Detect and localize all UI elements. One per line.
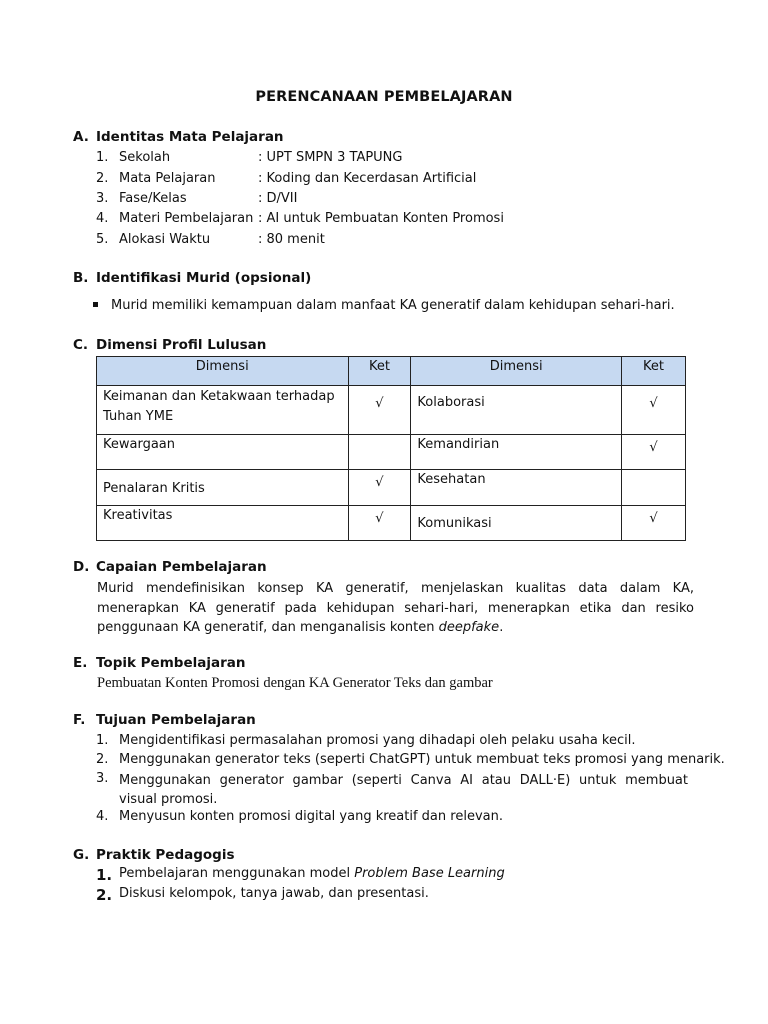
table-cell: Kolaborasi xyxy=(411,386,622,435)
check-mark: √ xyxy=(348,506,411,541)
section-d-letter: D. xyxy=(73,559,90,575)
murid-bullet-text: Murid memiliki kemampuan dalam manfaat KA generatif dalam kehidupan sehari-hari. xyxy=(111,298,675,313)
item-text-plain: Pembelajaran menggunakan model xyxy=(119,866,355,881)
item-value: : UPT SMPN 3 TAPUNG xyxy=(258,150,403,165)
check-mark xyxy=(622,470,686,506)
item-text: Menyusun konten promosi digital yang kreatif dan relevan. xyxy=(119,809,503,824)
capaian-text-end: . xyxy=(499,620,504,635)
item-text: Mengidentifikasi permasalahan promosi yang dihadapi oleh pelaku usaha kecil. xyxy=(119,733,636,748)
check-mark xyxy=(348,435,411,470)
table-header-cell: Dimensi xyxy=(411,357,622,386)
section-a-letter: A. xyxy=(73,129,89,145)
item-number: 4. xyxy=(96,809,109,824)
table-row xyxy=(97,435,686,470)
capaian-text: Murid mendefinisikan konsep KA generatif, menjelaskan kualitas data dalam KA, menerapkan KA generatif pada kehidupan sehari-hari, menerapkan etika dan resiko penggunaan KA generatif, dan menganalisis konten xyxy=(97,581,694,635)
section-d-title: Capaian Pembelajaran xyxy=(96,559,267,575)
check-mark: √ xyxy=(622,506,686,541)
document-title: PERENCANAAN PEMBELAJARAN xyxy=(255,89,513,105)
item-number: 1. xyxy=(96,150,109,165)
item-text: Menggunakan generator gambar (seperti Canva AI atau DALL·E) untuk membuat visual promosi. xyxy=(119,773,688,807)
section-b-letter: B. xyxy=(73,270,89,286)
item-number: 2. xyxy=(96,171,109,186)
table-header-cell: Ket xyxy=(348,357,411,386)
section-e-title: Topik Pembelajaran xyxy=(96,655,246,671)
item-number: 5. xyxy=(96,232,109,247)
section-b-title: Identifikasi Murid (opsional) xyxy=(96,270,312,286)
table-cell: Kemandirian xyxy=(411,435,622,470)
item-number: 4. xyxy=(96,211,109,226)
section-f-letter: F. xyxy=(73,712,86,728)
item-number: 1. xyxy=(96,866,113,884)
item-label: Fase/Kelas xyxy=(119,191,187,206)
section-e-heading xyxy=(73,655,245,671)
table-row xyxy=(97,506,686,541)
capaian-paragraph xyxy=(97,579,694,638)
table-cell: Komunikasi xyxy=(411,506,622,541)
table-cell: Penalaran Kritis xyxy=(97,470,349,506)
item-text-italic: Problem Base Learning xyxy=(354,866,505,881)
dimensi-table xyxy=(96,356,686,541)
section-c-heading xyxy=(73,337,266,353)
check-mark: √ xyxy=(622,435,686,470)
table-header-cell: Dimensi xyxy=(97,357,349,386)
item-text: Menggunakan generator teks (seperti ChatGPT) untuk membuat teks promosi yang menarik. xyxy=(119,752,725,767)
section-a-title: Identitas Mata Pelajaran xyxy=(96,129,284,145)
item-number: 2. xyxy=(96,886,113,904)
item-number: 3. xyxy=(96,191,109,206)
table-cell: Kewargaan xyxy=(97,435,349,470)
section-f-heading xyxy=(73,712,256,728)
section-c-title: Dimensi Profil Lulusan xyxy=(96,337,267,353)
table-header-cell: Ket xyxy=(622,357,686,386)
topik-text: Pembuatan Konten Promosi dengan KA Generator Teks dan gambar xyxy=(97,675,493,691)
item-label: Mata Pelajaran xyxy=(119,171,216,186)
section-g-title: Praktik Pedagogis xyxy=(96,847,235,863)
check-mark: √ xyxy=(348,470,411,506)
item-value: : Koding dan Kecerdasan Artificial xyxy=(258,171,477,186)
check-mark: √ xyxy=(348,386,411,435)
item-text xyxy=(119,866,505,881)
table-row xyxy=(97,386,686,435)
table-row xyxy=(97,470,686,506)
item-value: : D/VII xyxy=(258,191,298,206)
item-label: Alokasi Waktu xyxy=(119,232,211,247)
capaian-italic-term: deepfake xyxy=(438,620,500,635)
item-number: 3. xyxy=(96,771,109,786)
table-cell: Kreativitas xyxy=(97,506,349,541)
section-g-letter: G. xyxy=(73,847,90,863)
item-value: : AI untuk Pembuatan Konten Promosi xyxy=(258,211,504,226)
section-g-heading xyxy=(73,847,235,863)
check-mark: √ xyxy=(622,386,686,435)
item-value: : 80 menit xyxy=(258,232,325,247)
section-b-heading xyxy=(73,270,311,286)
section-c-letter: C. xyxy=(73,337,89,353)
section-a-heading xyxy=(73,129,284,145)
bullet-icon xyxy=(93,302,98,307)
section-d-heading xyxy=(73,559,267,575)
item-label: Materi Pembelajaran xyxy=(119,211,254,226)
item-number: 1. xyxy=(96,733,109,748)
table-cell: Kesehatan xyxy=(411,470,622,506)
section-e-letter: E. xyxy=(73,655,88,671)
section-f-title: Tujuan Pembelajaran xyxy=(96,712,256,728)
item-label: Sekolah xyxy=(119,150,171,165)
table-cell: Keimanan dan Ketakwaan terhadap Tuhan YME xyxy=(97,386,349,435)
table-header-row xyxy=(97,357,686,386)
item-text: Diskusi kelompok, tanya jawab, dan presentasi. xyxy=(119,886,429,901)
item-number: 2. xyxy=(96,752,109,767)
